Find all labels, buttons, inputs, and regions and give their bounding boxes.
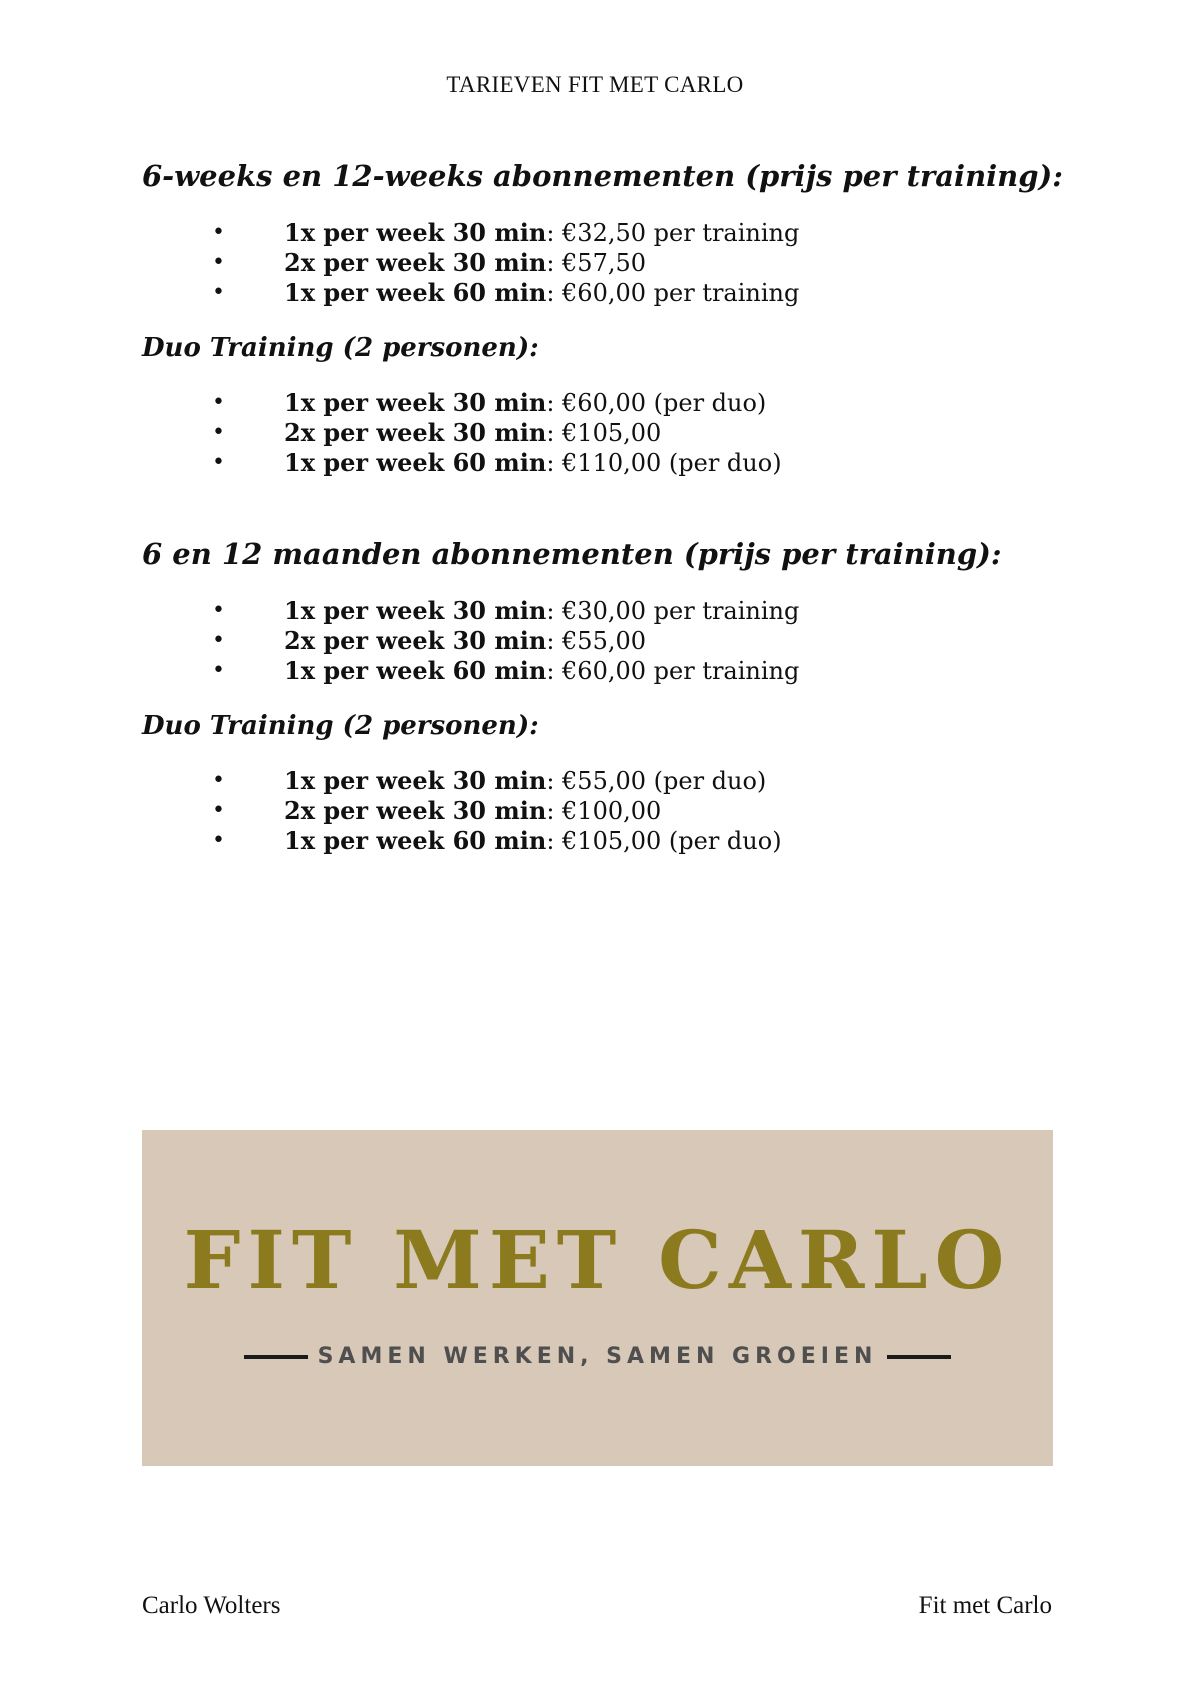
logo-title: FIT MET CARLO (183, 1213, 1012, 1307)
footer-brand: Fit met Carlo (918, 1592, 1052, 1619)
bullet-icon: • (212, 420, 225, 445)
price-list-weeks (142, 218, 1072, 308)
duo-title-months: Duo Training (2 personen): (142, 711, 539, 741)
bullet-icon: • (212, 450, 225, 475)
duo-title-weeks: Duo Training (2 personen): (142, 333, 539, 363)
price-content (142, 156, 1072, 856)
list-item: • 2x per week 30 min: €100,00 (212, 796, 662, 825)
list-item: • 1x per week 30 min: €30,00 per training (212, 596, 800, 625)
duo-list-months (142, 766, 1072, 856)
price-list-months (142, 596, 1072, 686)
bullet-icon: • (212, 598, 225, 623)
bullet-icon: • (212, 658, 225, 683)
page-header: TARIEVEN FIT MET CARLO (446, 72, 744, 97)
bullet-icon: • (212, 628, 225, 653)
list-item: • 2x per week 30 min: €57,50 (212, 248, 647, 277)
tagline-left-rule (244, 1355, 308, 1359)
list-item: • 1x per week 30 min: €32,50 per training (212, 218, 800, 247)
bullet-icon: • (212, 798, 225, 823)
list-item: • 1x per week 60 min: €60,00 per training (212, 278, 800, 307)
duo-list-weeks (142, 388, 1072, 478)
list-item: • 1x per week 60 min: €110,00 (per duo) (212, 448, 782, 477)
bullet-icon: • (212, 250, 225, 275)
list-item: • 2x per week 30 min: €105,00 (212, 418, 662, 447)
list-item: • 1x per week 30 min: €55,00 (per duo) (212, 766, 767, 795)
list-item: • 1x per week 60 min: €60,00 per training (212, 656, 800, 685)
list-item: • 1x per week 60 min: €105,00 (per duo) (212, 826, 782, 855)
logo-tagline-row (142, 1344, 1053, 1369)
list-item: • 2x per week 30 min: €55,00 (212, 626, 647, 655)
bullet-icon: • (212, 220, 225, 245)
list-item: • 1x per week 30 min: €60,00 (per duo) (212, 388, 767, 417)
bullet-icon: • (212, 828, 225, 853)
footer-author: Carlo Wolters (142, 1592, 281, 1619)
bullet-icon: • (212, 390, 225, 415)
logo-banner (142, 1130, 1053, 1466)
tagline-right-rule (887, 1355, 951, 1359)
logo-tagline: SAMEN WERKEN, SAMEN GROEIEN (317, 1344, 878, 1369)
bullet-icon: • (212, 768, 225, 793)
bullet-icon: • (212, 280, 225, 305)
section-title-weeks: 6-weeks en 12-weeks abonnementen (prijs per training): (142, 159, 1063, 193)
section-title-months: 6 en 12 maanden abonnementen (prijs per training): (142, 537, 1002, 571)
